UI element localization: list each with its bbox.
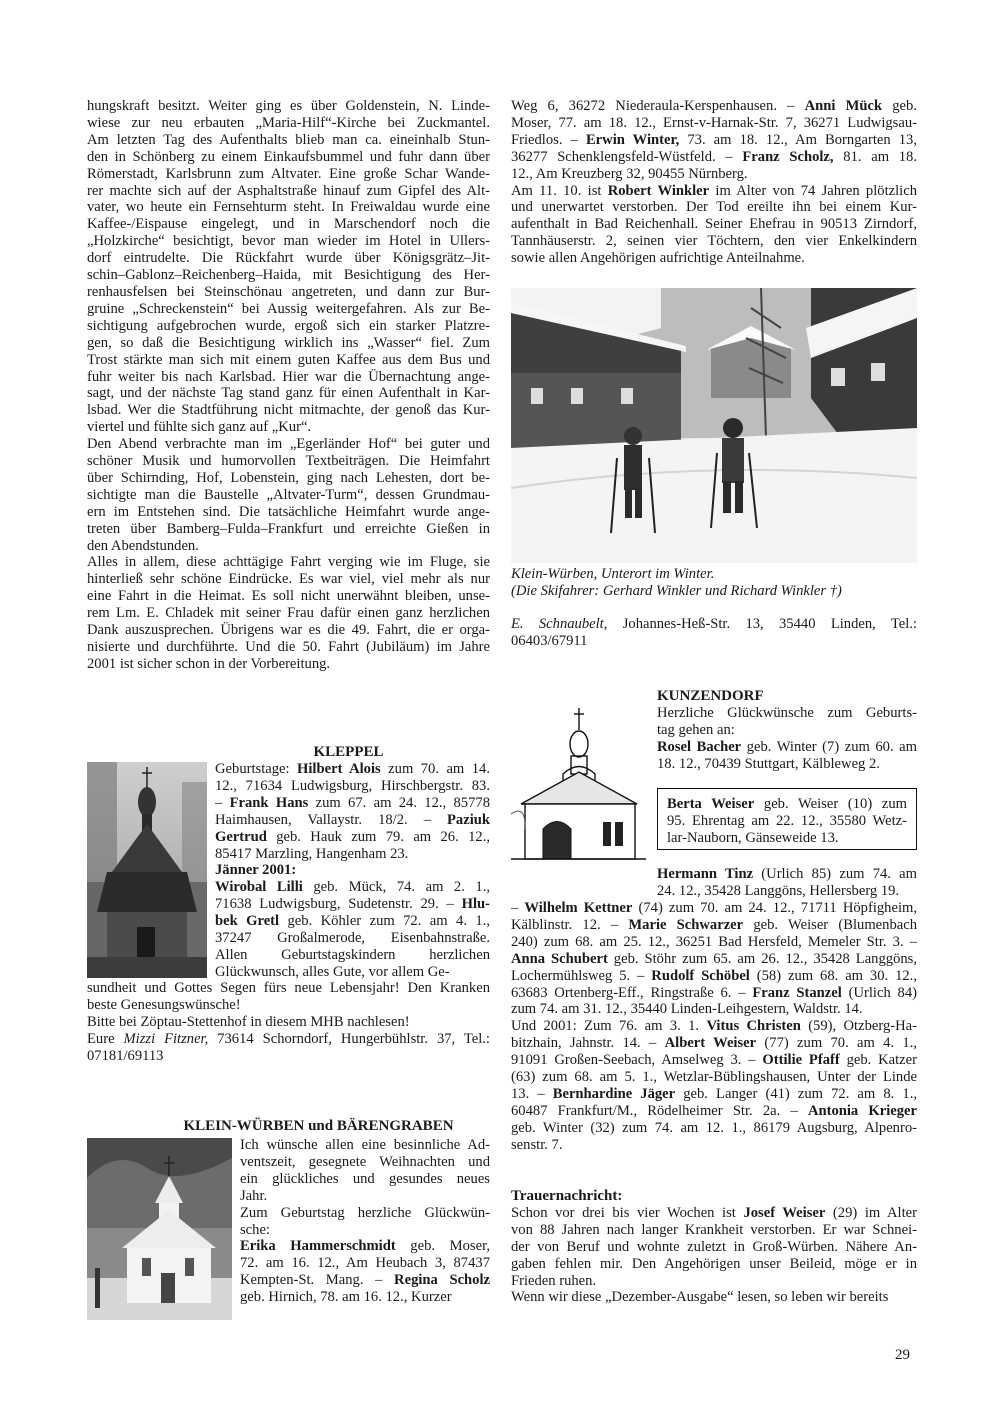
text-line: über Schirnding, Hof, Lobenstein, ging nach Lehesten, dort be- <box>87 469 490 486</box>
text-line: Tannhäuserstr. 2, seinen vier Töchtern, den vier Enkelkindern <box>511 233 917 250</box>
text-line: 95. Ehrentag am 22. 12., 35580 Wetz- <box>667 812 907 829</box>
text-line: bek Gretl geb. Köhler zum 72. am 4. 1., <box>215 913 490 930</box>
text-line: viertel und fühlte sich ganz auf „Kur“. <box>87 419 312 436</box>
text-line: nisierte und durchführte. Und die 50. Fahrt (Jubiläum) im Jahre <box>87 639 490 655</box>
text-line: den in Schönberg zu einem Einkaufsbummel und fuhr dann über <box>87 148 490 165</box>
text-line: Den Abend verbrachte man im „Egerländer Hof“ bei guter und <box>87 436 490 453</box>
text-line: Glückwunsch, alles Gute, vor allem Ge- <box>215 963 450 980</box>
text-line: 24. 12., 35428 Langgöns, Hellersberg 19. <box>657 882 900 899</box>
text-line: lsbad. Wer die Stadtführung nicht mitmachte, der genoß das Kur- <box>87 402 490 419</box>
text-line: Kaffee-/Eispause eingelegt, und in Marschendorf noch die <box>87 216 490 233</box>
text-line: Moser, 77. am 18. 12., Ernst-v-Harnak-Str. 7, 36271 Ludwigsau- <box>511 114 917 131</box>
text-line: Hermann Tinz (Urlich 85) zum 74. am <box>657 866 917 882</box>
text-line: 72. am 16. 12., Am Heubach 3, 87437 <box>240 1255 490 1272</box>
text-line: Ich wünsche allen eine besinnliche Ad- <box>240 1137 490 1153</box>
text-line: 2001 ist sicher schon in der Vorbereitung. <box>87 655 331 672</box>
sender-line <box>511 616 917 650</box>
text-line: Herzliche Glückwünsche zum Geburts- <box>657 704 917 721</box>
text-line: rer machte sich auf der Asphaltstraße hinauf zum Gipfel des Alt- <box>87 182 490 199</box>
text-line: Wirobal Lilli geb. Mück, 74. am 2. 1., <box>215 879 490 896</box>
text-line: Geburtstage: Hilbert Alois zum 70. am 14. <box>215 761 490 777</box>
text-line: Weg 6, 36272 Niederaula-Kerspenhausen. – Anni Mück geb. <box>511 98 917 114</box>
text-line: ein glückliches und gesundes neues <box>240 1170 490 1187</box>
text-line: wiese zur neu erbauten „Maria-Hilf“-Kirche bei Zuckmantel. <box>87 114 490 131</box>
text-line: fuhr weiter bis nach Karlsbad. Hier war die Übernachtung ange- <box>87 368 490 385</box>
text-line: Alles in allem, diese achttägige Fahrt verging wie im Fluge, sie <box>87 554 490 571</box>
sender-address: Johannes-Heß-Str. 13, 35440 Linden, Tel.: <box>607 616 917 632</box>
klein-wuerben-heading: KLEIN-WÜRBEN und BÄRENGRABEN <box>183 1118 454 1134</box>
text-line: Dank auszusprechen. Übrigens war es die 49. Fahrt, die er orga- <box>87 622 490 639</box>
text-line: sche: <box>240 1221 270 1238</box>
text-line: lar-Nauborn, Gänseweide 13. <box>667 829 839 846</box>
text-line: sundheit und Gottes Segen fürs neue Lebensjahr! Den Kranken <box>87 980 490 996</box>
text-line: sagt, und der nächste Tag stand ganz für einen Aufenthalt in Kar- <box>87 385 490 402</box>
trauer-heading: Trauernachricht: <box>511 1188 623 1204</box>
caption-line-1: Klein-Würben, Unterort im Winter. <box>511 566 715 582</box>
text-line: Kälblinstr. 12. – Marie Schwarzer geb. Weiser (Blumenbach <box>511 916 917 933</box>
text-line: ern im Entstehen sind. Die tatsächliche Heimfahrt wurde ange- <box>87 503 490 520</box>
text-line: Lochermühlsweg 5. – Rudolf Schöbel (58) zum 68. am 30. 12., <box>511 967 917 984</box>
text-line: hungskraft besitzt. Weiter ging es über Goldenstein, N. Linde- <box>87 98 490 114</box>
text-line: Römerstadt, Karlsbrunn zum Altvater. Eine große Schar Wande- <box>87 165 490 182</box>
text-line: Jahr. <box>240 1187 268 1204</box>
kleppel-church-photo <box>87 762 207 978</box>
text-line: (63) zum 68. am 5. 1., Wetzlar-Büblingshausen, Unter der Linde <box>511 1069 917 1086</box>
sender-name: E. Schnaubelt, <box>511 616 608 632</box>
text-line: Haimhausen, Vallaystr. 18/2. – Paziuk <box>215 811 490 828</box>
kleppel-section <box>87 744 490 761</box>
text-line: hinterließ sehr schöne Eindrücke. Es war viel, viel mehr als nur <box>87 571 490 588</box>
text-line: gen, so daß die Besichtigung wirklich ins „Wasser“ fiel. Zum <box>87 334 490 351</box>
text-line: Eure Mizzi Fitzner, 73614 Schorndorf, Hungerbühlstr. 37, Tel.: <box>87 1030 490 1047</box>
text-line: 12., Am Kreuzberg 32, 90455 Nürnberg. <box>511 165 748 182</box>
text-line: bitzhain, Jahnstr. 14. – Albert Weiser (77) zum 70. am 4. 1., <box>511 1035 917 1052</box>
kunzendorf-heading: KUNZENDORF <box>657 688 764 704</box>
caption-line-2: (Die Skifahrer: Gerhard Winkler und Richard Winkler †) <box>511 583 842 599</box>
text-line: 36277 Schenklengsfeld-Wüstfeld. – Franz Scholz, 81. am 18. <box>511 148 917 165</box>
text-line: 12., 71634 Ludwigsburg, Hirschbergstr. 83. <box>215 777 490 794</box>
text-line: gaben fehlen mir. Den Angehörigen unser Beileid, möge er in <box>511 1255 917 1272</box>
sender-phone: 06403/67911 <box>511 632 588 649</box>
text-line: geb. Hirnich, 78. am 16. 12., Kurzer <box>240 1289 452 1306</box>
text-line: Zum Geburtstag herzliche Glückwün- <box>240 1204 490 1221</box>
trauer-section <box>511 1188 917 1306</box>
right-column-top <box>511 98 917 267</box>
text-line: Jänner 2001: <box>215 862 297 879</box>
text-line: rem Lm. E. Chladek mit seiner Frau dafür einen ganz herzlichen <box>87 605 490 622</box>
kunzendorf-wide <box>511 900 917 1154</box>
text-line: 37247 Großalmerode, Eisenbahnstraße. <box>215 930 490 947</box>
text-line: den Abendstunden. <box>87 537 199 554</box>
kunzendorf-church-drawing <box>511 704 646 864</box>
text-line: Kempten-St. Mang. – Regina Scholz <box>240 1272 490 1289</box>
text-line: 07181/69113 <box>87 1047 164 1064</box>
text-line: Gertrud geb. Hauk zum 79. am 26. 12., <box>215 828 490 845</box>
text-line: schin–Gablonz–Reichenberg–Haida, mit Besichtigung des Her- <box>87 267 490 284</box>
text-line: Am letzten Tag des Aufenthalts blieb man ca. eineinhalb Stun- <box>87 131 490 148</box>
text-line: geb. Winter (32) zum 74. am 12. 1., 86179 Augsburg, Alpenro- <box>511 1119 917 1136</box>
text-line: „Holzkirche“ besichtigt, bevor man wieder im Hotel in Ullers- <box>87 233 490 250</box>
klein-wuerben-text <box>240 1137 490 1306</box>
kleppel-text-narrow <box>215 761 490 981</box>
text-line: dorf eintrudelte. Die Rückfahrt wurde über Königsgrätz–Jit- <box>87 250 490 267</box>
text-line: 91091 Großen-Seebach, Amselweg 3. – Ottilie Pfaff geb. Katzer <box>511 1052 917 1069</box>
text-line: tag gehen an: <box>657 721 735 738</box>
text-line: Schon vor drei bis vier Wochen ist Josef Weiser (29) im Alter <box>511 1204 917 1221</box>
text-line: sichtigte man die Baustelle „Altvater-Turm“, dessen Grundmau- <box>87 486 490 503</box>
text-line: beste Genesungswünsche! <box>87 996 241 1013</box>
text-line: – Frank Hans zum 67. am 24. 12., 85778 <box>215 794 490 811</box>
kleppel-heading: KLEPPEL <box>313 744 384 760</box>
text-line: Berta Weiser geb. Weiser (10) zum <box>667 796 907 812</box>
kunzendorf-after-box <box>657 866 917 900</box>
text-line: Und 2001: Zum 76. am 3. 1. Vitus Christen (59), Otzberg-Ha- <box>511 1018 917 1035</box>
text-line: ventszeit, gesegnete Weihnachten und <box>240 1153 490 1170</box>
text-line: zum 74. am 31. 12., 35440 Linden-Leihgestern, Waldstr. 14. <box>511 1001 863 1018</box>
winter-skiers-photo <box>511 288 917 563</box>
text-line: 71638 Ludwigsburg, Sudetenstr. 29. – Hlu- <box>215 896 490 913</box>
text-line: und unerwartet verstorben. Der Tod ereilte ihn bei einem Kur- <box>511 199 917 216</box>
text-line: 240) zum 68. am 25. 12., 36251 Bad Hersfeld, Memeler Str. 3. – <box>511 933 917 950</box>
text-line: Allen Geburtstagskindern herzlichen <box>215 946 490 963</box>
klein-wuerben-chapel-photo <box>87 1138 232 1320</box>
klein-wuerben-section <box>87 1118 490 1135</box>
text-line: der von Beruf und wohnte zuletzt in Groß-Würben. Nähere An- <box>511 1238 917 1255</box>
text-line: schöner Musik und humorvollen Textbeiträgen. Die Heimfahrt <box>87 453 490 470</box>
text-line: eine Fahrt in die Heimat. Es soll nicht unerwähnt bleiben, unse- <box>87 588 490 605</box>
text-line: Anna Schubert geb. Stöhr zum 65. am 26. 12., 35428 Langgöns, <box>511 950 917 967</box>
text-line: 85417 Marzling, Hangenham 23. <box>215 845 409 862</box>
text-line: Bitte bei Zöptau-Stettenhof in diesem MHB nachlesen! <box>87 1013 410 1030</box>
text-line: gruine „Schreckenstein“ bei Aussig weitergefahren. Als zur Be- <box>87 300 490 317</box>
text-line: 60487 Frankfurt/M., Rödelheimer Str. 2a. – Antonia Krieger <box>511 1102 917 1119</box>
text-line: Erika Hammerschmidt geb. Moser, <box>240 1238 490 1255</box>
text-line: – Wilhelm Kettner (74) zum 70. am 24. 12., 71711 Höpfigheim, <box>511 900 917 916</box>
berta-weiser-text <box>667 796 907 847</box>
text-line: 18. 12., 70439 Stuttgart, Kälbleweg 2. <box>657 755 880 772</box>
text-line: aufenthalt in Bad Reichenhall. Seiner Ehefrau in 90513 Zirndorf, <box>511 216 917 233</box>
text-line: Rosel Bacher geb. Winter (7) zum 60. am <box>657 738 917 755</box>
kleppel-text-wide <box>87 980 490 1065</box>
text-line: treten über Bamberg–Fulda–Frankfurt und erreichte Gießen in <box>87 520 490 537</box>
travel-report-text <box>87 98 490 673</box>
text-line: senstr. 7. <box>511 1136 563 1153</box>
kunzendorf-section <box>657 688 917 773</box>
text-line: Am 11. 10. ist Robert Winkler im Alter von 74 Jahren plötzlich <box>511 182 917 199</box>
text-line: Frieden ruhen. <box>511 1272 597 1289</box>
page-number: 29 <box>895 1347 910 1363</box>
text-line: 13. – Bernhardine Jäger geb. Langer (41) zum 72. am 8. 1., <box>511 1085 917 1102</box>
text-line: 63683 Ortenberg-Eff., Ringstraße 6. – Franz Stanzel (Urlich 84) <box>511 984 917 1001</box>
text-line: von 88 Jahren nach langer Krankheit verstorben. Er war Schnei- <box>511 1221 917 1238</box>
text-line: sichtigung aufgebrochen wurde, ergoß sich ein starker Platzre- <box>87 317 490 334</box>
travel-report <box>87 98 490 673</box>
text-line: Trost stärkte man sich mit einem guten Kaffee aus dem Bus und <box>87 351 490 368</box>
photo-caption <box>511 566 917 600</box>
text-line: Wenn wir diese „Dezember-Ausgabe“ lesen, so leben wir bereits <box>511 1289 889 1306</box>
text-line: vater, wo heute ein Fernsehturm steht. In Freiwaldau wurde eine <box>87 199 490 216</box>
text-line: renhausfelsen bei Steinschönau angetreten, und dann zur Bur- <box>87 283 490 300</box>
text-line: Friedlos. – Erwin Winter, 73. am 18. 12., Am Borngarten 13, <box>511 131 917 148</box>
text-line: sowie allen Angehörigen aufrichtige Anteilnahme. <box>511 250 805 267</box>
